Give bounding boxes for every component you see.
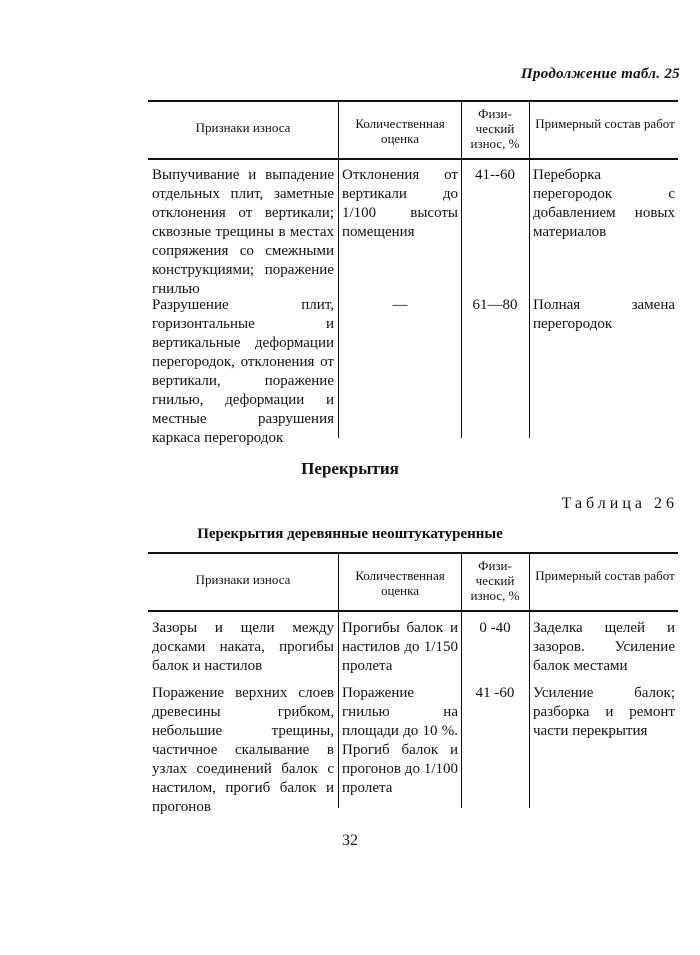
column-divider (461, 101, 462, 438)
header-quantitative: Количественная оценка (355, 568, 445, 598)
table-cell-work: Переборка перегородок с добавлением новых материалов (533, 167, 675, 240)
table-cell-work: Усиление балок; разборка и ремонт части перекрытия (533, 685, 675, 739)
column-divider (529, 553, 530, 808)
header-work: Примерный состав работ (535, 116, 675, 131)
table-cell-wear: 41 -60 (475, 685, 515, 701)
table-cell-work: Заделка щелей и зазоров. Усиление балок местами (533, 620, 675, 674)
table-cell-quantitative: Прогибы балок и настилов до 1/150 пролета (342, 620, 458, 674)
table-cell-signs: Разрушение плит, горизонтальные и вертикальные деформации перегородок, отклонения от вертикали, поражение гнилью, деформации и местные разрушения каркаса перегородок (152, 297, 334, 446)
header-signs: Признаки износа (195, 572, 291, 587)
header-quantitative: Количественная оценка (355, 116, 445, 146)
column-divider (461, 553, 462, 808)
header-work: Примерный состав работ (535, 568, 675, 583)
column-divider (529, 101, 530, 438)
column-divider (338, 101, 339, 438)
table-number: Таблица 26 (561, 495, 678, 512)
table-cell-signs: Выпучивание и выпадение отдельных плит, заметные отклонения от вертикали; сквозные трещины в местах сопряжения со смежными конструкциями; поражение гнилью (152, 167, 334, 297)
table-cell-quantitative: — (392, 297, 408, 313)
table-header-rule (148, 158, 678, 160)
column-divider (338, 553, 339, 808)
table-cell-wear: 41--60 (475, 167, 515, 183)
table-title: Перекрытия деревянные неоштукатуренные (197, 526, 503, 542)
table-cell-wear: 0 -40 (479, 620, 511, 636)
table-cell-wear: 61—80 (472, 297, 518, 313)
continuation-label: Продолжение табл. 25 (520, 66, 680, 82)
header-signs: Признаки износа (195, 120, 291, 135)
table-cell-signs: Зазоры и щели между досками наката, прогибы балок и настилов (152, 620, 334, 674)
table-cell-signs: Поражение верхних слоев древесины грибком, небольшие трещины, частичное скалывание в узлах соединений балок с настилом, прогиб балок и прогонов (152, 685, 334, 815)
header-physical-wear: Физи-ческий износ, % (470, 106, 520, 151)
table-top-rule (148, 552, 678, 554)
table-header-rule (148, 610, 678, 612)
header-physical-wear: Физи-ческий износ, % (470, 558, 520, 603)
table-top-rule (148, 100, 678, 102)
page-number: 32 (342, 832, 358, 849)
table-cell-work: Полная замена перегородок (533, 297, 675, 332)
table-cell-quantitative: Отклонения от вертикали до 1/100 высоты помещения (342, 167, 458, 240)
table-cell-quantitative: Поражение гнилью на площади до 10 %. Прогиб балок и прогонов до 1/100 пролета (342, 685, 458, 796)
section-title: Перекрытия (301, 459, 399, 478)
